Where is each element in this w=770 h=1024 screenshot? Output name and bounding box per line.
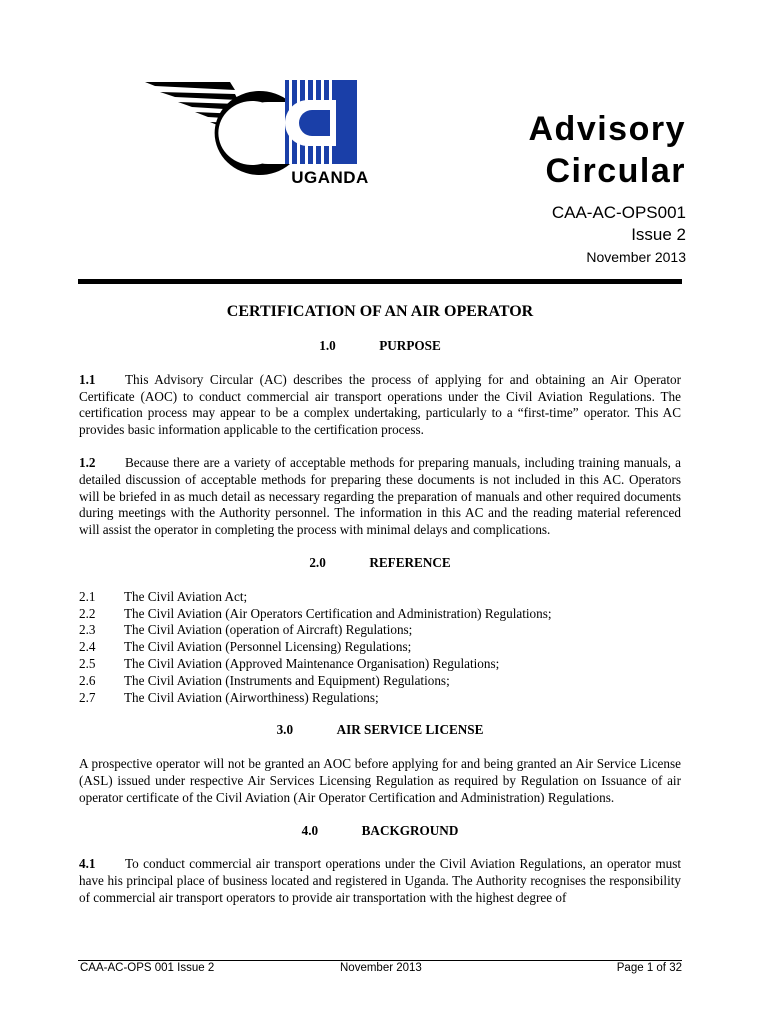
- paragraph-4-1: [79, 856, 681, 906]
- title-circular: Circular: [545, 152, 686, 190]
- paragraph-1-2: [79, 455, 681, 539]
- paragraph-text: To conduct commercial air transport operations under the Civil Aviation Regulations, an operator must have his principal place of business located and registered in Uganda. The Authority recognises the responsibility of commercial air transport operators to provide air transportation with the highest degree of: [79, 856, 681, 905]
- paragraph-text: Because there are a variety of acceptable methods for preparing manuals, including training manuals, a detailed discussion of acceptable methods for preparing these documents is not included in this AC. Operators will be briefed in as much detail as necessary regarding the preparation of manuals and other required documents during meetings with the Authority personnel. The information in this AC and the reading material referenced will assist the operator in completing the process with minimal delays and complications.: [79, 454, 681, 538]
- section-heading-reference: [79, 555, 681, 572]
- reference-number: 2.5: [79, 655, 96, 671]
- section-heading-purpose: [79, 338, 681, 355]
- list-item: [79, 589, 681, 606]
- section-number: 2.0: [309, 554, 326, 570]
- reference-text: The Civil Aviation (Instruments and Equipment) Regulations;: [124, 672, 450, 688]
- reference-text: The Civil Aviation (Personnel Licensing) Regulations;: [124, 639, 412, 655]
- reference-text: The Civil Aviation Act;: [124, 588, 248, 604]
- document-date: November 2013: [586, 249, 686, 265]
- reference-number: 2.3: [79, 622, 96, 638]
- reference-number: 2.2: [79, 605, 96, 621]
- paragraph-3: A prospective operator will not be granted an AOC before applying for and being granted an Air Service License (ASL) issued under respective Air Services Licensing Regulation as required by Regulation on Issuance of air operator certificate of the Civil Aviation (Air Operator Certification and Administration) Regulations.: [79, 756, 681, 805]
- document-meta: [552, 202, 686, 268]
- section-title: AIR SERVICE LICENSE: [336, 722, 484, 738]
- list-item: [79, 690, 681, 707]
- list-item: [79, 606, 681, 623]
- title-advisory: Advisory: [528, 110, 686, 148]
- header-rule: [78, 279, 682, 284]
- footer-document-id: CAA-AC-OPS 001 Issue 2: [80, 962, 215, 974]
- section-number: 1.0: [319, 338, 336, 353]
- list-item: [79, 622, 681, 639]
- paragraph-text: This Advisory Circular (AC) describes the process of applying for and obtaining an Air Operator Certificate (AOC) to conduct commercial air transport operations under the Civil Aviation Regulations. The certification process may appear to be a complex undertaking, particularly to a “first-time” operator. This AC provides basic information applicable to the certification process.: [79, 371, 681, 438]
- paragraph-number: 4.1: [79, 856, 96, 872]
- document-title: CERTIFICATION OF AN AIR OPERATOR: [226, 303, 534, 320]
- logo-country-text: UGANDA: [291, 168, 369, 187]
- section-title: BACKGROUND: [361, 822, 459, 838]
- list-item: [79, 656, 681, 673]
- paragraph-1-1: [79, 372, 681, 439]
- reference-number: 2.4: [79, 639, 96, 655]
- section-heading-background: [79, 823, 681, 840]
- caa-logo: [140, 72, 369, 192]
- section-heading-air-service-license: [79, 722, 681, 739]
- footer-rule: [78, 960, 682, 961]
- reference-text: The Civil Aviation (Approved Maintenance Organisation) Regulations;: [124, 655, 500, 671]
- section-title: PURPOSE: [379, 338, 441, 353]
- reference-text: The Civil Aviation (Air Operators Certification and Administration) Regulations;: [124, 605, 552, 621]
- paragraph-number: 1.1: [79, 371, 96, 387]
- paragraph-number: 1.2: [79, 454, 96, 470]
- section-number: 3.0: [276, 722, 294, 738]
- document-body: [79, 302, 681, 923]
- reference-number: 2.7: [79, 689, 96, 705]
- reference-text: The Civil Aviation (Airworthiness) Regulations;: [124, 689, 379, 705]
- list-item: [79, 673, 681, 690]
- reference-list: [79, 589, 681, 707]
- document-issue: Issue 2: [631, 225, 686, 244]
- title-block: [529, 108, 687, 192]
- reference-text: The Civil Aviation (operation of Aircraft) Regulations;: [124, 622, 413, 638]
- footer-page-number: Page 1 of 32: [616, 962, 682, 974]
- section-number: 4.0: [301, 822, 319, 838]
- footer-date: November 2013: [340, 962, 422, 974]
- section-title: REFERENCE: [369, 554, 451, 570]
- document-code: CAA-AC-OPS001: [551, 203, 686, 222]
- reference-number: 2.1: [79, 588, 96, 604]
- list-item: [79, 639, 681, 656]
- reference-number: 2.6: [79, 672, 96, 688]
